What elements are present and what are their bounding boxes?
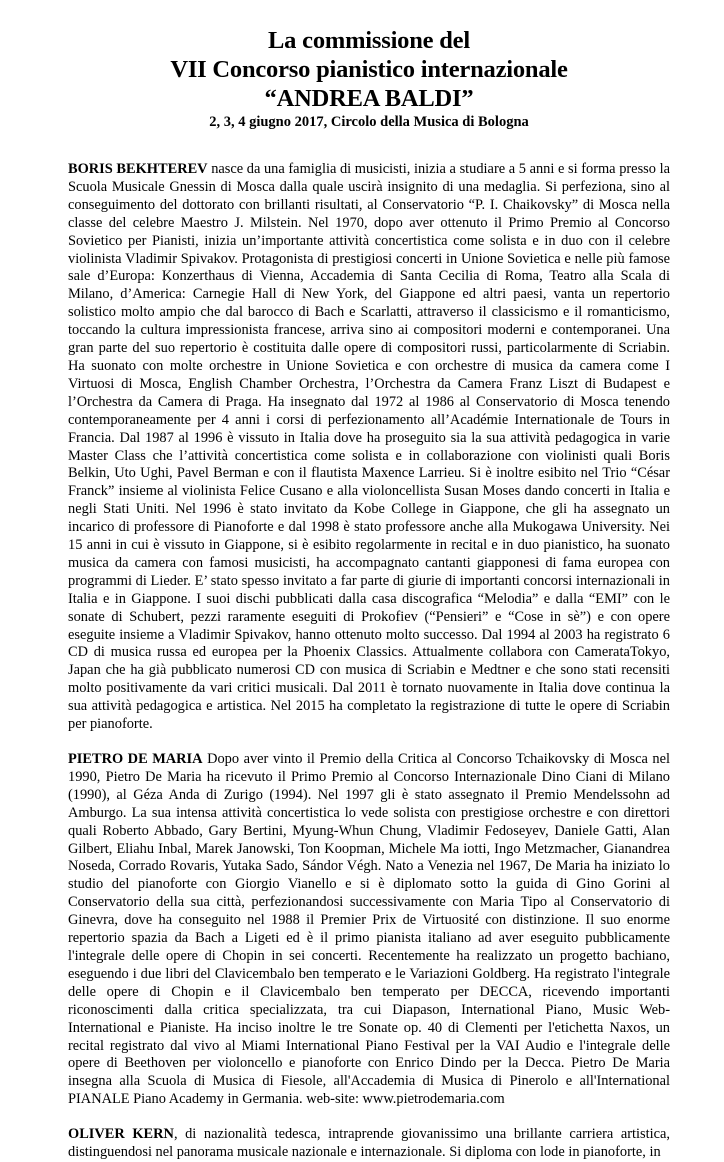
bio-paragraph-de-maria — [68, 751, 670, 1109]
title-line-2: VII Concorso pianistico internazionale — [170, 56, 568, 83]
bio-name: BORIS BEKHTEREV — [68, 161, 208, 177]
title-line-3: “ANDREA BALDI” — [264, 85, 474, 112]
bio-text: nasce da una famiglia di musicisti, inizia a studiare a 5 anni e si forma presso la Scuola Musicale Gnessin di Mosca dalla quale uscirà insignito di una medaglia. Si perfeziona, sino al conseguimento del dottorato con brillanti risultati, al Conservatorio “P. I. Chaikovsky” di Mosca nella classe del celebre Maestro J. Milstein. Nel 1970, dopo aver ottenuto il Primo Premio al Concorso Sovietico per Pianisti, inizia un’importante attività concertistica come solista e in duo con il celebre violinista Vladimir Spivakov. Protagonista di prestigiosi concerti in Unione Sovietica e nelle più famose sale d’Europa: Konzerthaus di Vienna, Accademia di Santa Cecilia di Roma, Teatro alla Scala di Milano, d’America: Carnegie Hall di New York, del Giappone ed altri paesi, vanta un repertorio solistico molto ampio che dal barocco di Bach e Scarlatti, attraverso il classicismo e il romanticismo, toccando la cultura impressionista francese, arriva sino ai compositori moderni e contemporanei. Una gran parte del suo repertorio è costituita dalle opere di compositori russi, particolarmente di Scriabin. Ha suonato con molte orchestre in Unione Sovietica e con orchestre di musica da camera come I Virtuosi di Mosca, English Chamber Orchestra, l’Orchestra da Camera Franz Liszt di Budapest e l’Orchestra da Camera di Praga. Ha insegnato dal 1972 al 1986 al Conservatorio di Mosca tenendo contemporaneamente per 4 anni i corsi di perfezionamento all’Académie Internationale de Tours in Francia. Dal 1987 al 1996 è vissuto in Italia dove ha proseguito sia la sua attività pedagogica in varie Master Class che l’attività concertistica come solista e in collaborazione con violinisti quali Boris Belkin, Uto Ughi, Pavel Berman e con il flautista Maxence Larrieu. Si è inoltre esibito nel Trio “César Franck” insieme al violinista Felice Cusano e alla violoncellista Susan Moses dando concerti in Italia e negli Stati Uniti. Nel 1996 è stato invitato da Kobe College in Giappone, che gli ha assegnato un incarico di professore di Pianoforte e dal 1998 è stato professore anche alla Mukogawa University. Nei 15 anni in cui è vissuto in Giappone, si è esibito regolarmente in recital e in duo pianistico, ha suonato musica da camera con famosi musicisti, ha accompagnato cantanti giapponesi di fama europea con programmi di Lieder. E’ stato spesso invitato a far parte di giurie di importanti concorsi internazionali in Italia e in Giappone. I suoi dischi pubblicati dalla casa discografica “Melodia” e dalla “EMI” con le sonate di Schubert, pezzi raramente eseguiti di Prokofiev (“Pensieri” e “Cose in sè”) e con opere eseguite insieme a Vladimir Spivakov, hanno ottenuto molto successo. Dal 1994 al 2003 ha registrato 6 CD di musica russa ed europea per la Phoenix Classics. Attualmente collabora con CamerataTokyo, Japan che ha già pubblicato numerosi CD con musica di Scriabin e Medtner e che sono stati recensiti molto positivamente da vari critici musicali. Dal 2011 è tornato nuovamente in Italia dove continua la sua attività pedagogica e artistica. Nel 2015 ha completato la registrazione di tutte le opere di Scriabin per pianoforte. — [68, 161, 670, 733]
bio-name: PIETRO DE MARIA — [68, 751, 203, 767]
title-line-1: La commissione del — [268, 27, 470, 54]
bio-name: OLIVER KERN — [68, 1126, 174, 1143]
bio-text: Dopo aver vinto il Premio della Critica al Concorso Tchaikovsky di Mosca nel 1990, Pietro De Maria ha ricevuto il Primo Premio al Concorso Internazionale Dino Ciani di Milano (1990), al Géza Anda di Zurigo (1994). Nel 1997 gli è stato assegnato il Premio Mendelssohn ad Amburgo. La sua intensa attività concertistica lo vede solista con prestigiose orchestre e con direttori quali Roberto Abbado, Gary Bertini, Myung-Whun Chung, Vladimir Fedoseyev, Daniele Gatti, Alan Gilbert, Eliahu Inbal, Marek Janowski, Ton Koopman, Michele Ma iotti, Ingo Metzmacher, Gianandrea Noseda, Corrado Rovaris, Yutaka Sado, Sándor Végh. Nato a Venezia nel 1967, De Maria ha iniziato lo studio del pianoforte con Giorgio Vianello e si è diplomato sotto la guida di Gino Gorini al Conservatorio della sua città, perfezionandosi successivamente con Maria Tipo al Conservatorio di Ginevra, dove ha conseguito nel 1988 il Premier Prix de Virtuosité con distinzione. Il suo enorme repertorio spazia da Bach a Ligeti ed è il primo pianista italiano ad aver eseguito pubblicamente l'integrale delle opere di Chopin in sei concerti. Recentemente ha realizzato un progetto bachiano, eseguendo i due libri del Clavicembalo ben temperato e le Variazioni Goldberg. Ha registrato l'integrale delle opere di Chopin e il Clavicembalo ben temperato per DECCA, ricevendo importanti riconoscimenti dalla critica specializzata, tra cui Diapason, International Piano, Music Web-International e Pianiste. Ha inciso inoltre le tre Sonate op. 40 di Clementi per l'etichetta Naxos, un recital registrato dal vivo al Miami International Piano Festival per la VAI Audio e l'integrale delle opere di Beethoven per violoncello e pianoforte con Enrico Dindo per la Decca. Pietro De Maria insegna alla Scuola di Musica di Fiesole, all'Accademia di Musica di Pinerolo e all'International PIANALE Piano Academy in Germania. web-site: www.pietrodemaria.com — [68, 751, 670, 1108]
bio-text: , di nazionalità tedesca, intraprende giovanissimo una brillante carriera artistica, distinguendosi nel panorama musicale nazionale e internazionale. Si diploma con lode in pianoforte, in — [68, 1126, 671, 1161]
event-subtitle: 2, 3, 4 giugno 2017, Circolo della Musica di Bologna — [209, 114, 529, 130]
document-header — [68, 26, 670, 131]
bio-paragraph-kern — [68, 1126, 670, 1162]
bio-paragraph-bekhterev — [68, 161, 670, 734]
